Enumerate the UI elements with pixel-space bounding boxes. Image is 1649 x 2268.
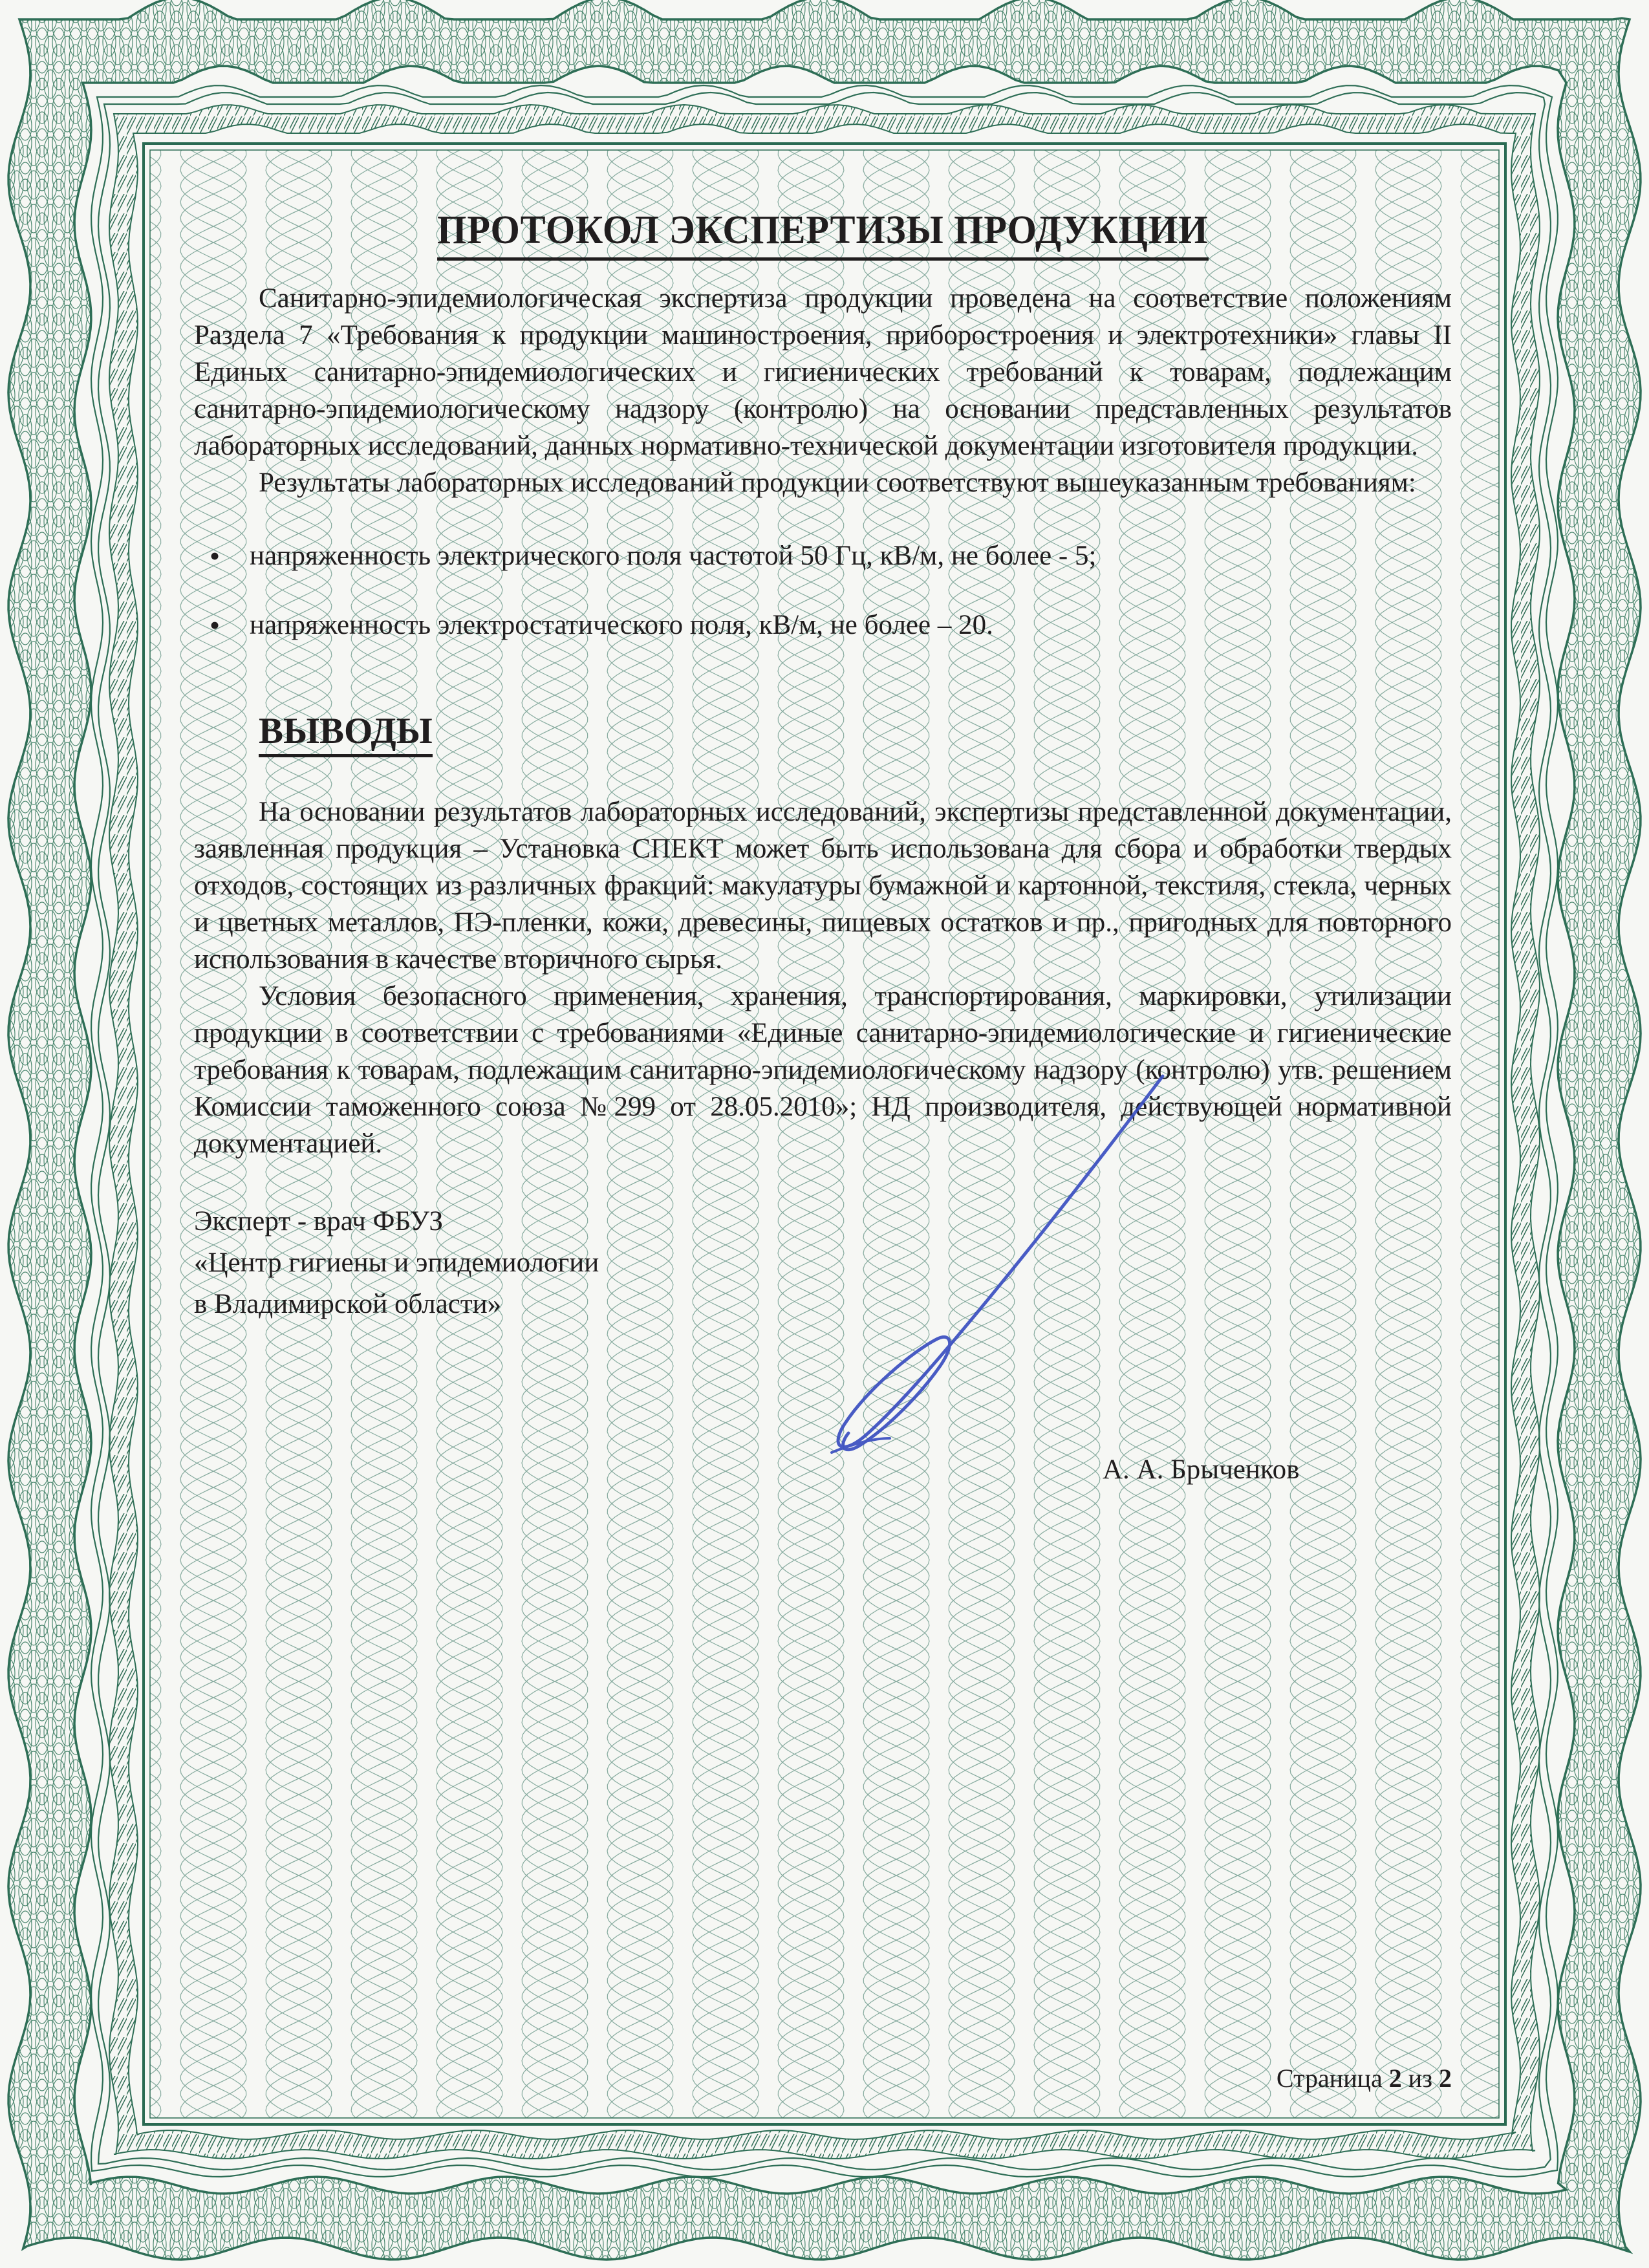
page-title: ПРОТОКОЛ ЭКСПЕРТИЗЫ ПРОДУКЦИИ bbox=[194, 206, 1452, 261]
conclusions-paragraph-2: Условия безопасного применения, хранения, транспортирования, маркировки, утилизации продукции в соответствии с требованиями «Единые санитарно-эпидемиологические и гигиенические требования к товарам, подлежащим санитарно-эпидемиологическому надзору (контролю) утв. решением Комиссии таможенного союза №299 от 28.05.2010»; НД производителя, действующей нормативной документацией. bbox=[194, 981, 1452, 1159]
signatory-line: в Владимирской области» bbox=[194, 1289, 502, 1319]
results-paragraph: Результаты лабораторных исследований продукции соответствуют вышеуказанным требованиям: bbox=[259, 468, 1416, 498]
conclusions-paragraph-1: На основании результатов лабораторных исследований, экспертизы представленной документации, заявленная продукция – Установка СПЕКТ может быть использована для сбора и обработки твердых отходов, состоящих из различных фракций: макулатуры бумажной и картонной, текстиля, стекла, черных и цветных металлов, ПЭ-пленки, кожи, древесины, пищевых остатков и пр., пригодных для повторного использования в качестве вторичного сырья. bbox=[194, 797, 1452, 975]
bullet-icon: • bbox=[210, 539, 221, 572]
list-item-text: напряженность электрического поля частотой 50 Гц, кВ/м, не более - 5; bbox=[250, 541, 1097, 571]
bullet-icon: • bbox=[210, 609, 221, 642]
page-number: Страница 2 из 2 bbox=[1276, 2064, 1452, 2093]
signatory-line: Эксперт - врач ФБУЗ bbox=[194, 1206, 444, 1237]
conclusions-heading: ВЫВОДЫ bbox=[259, 711, 1452, 757]
list-item-text: напряженность электростатического поля, кВ/м, не более – 20. bbox=[250, 610, 993, 640]
expert-name: А. А. Брыченков bbox=[1103, 1454, 1300, 1485]
signatory-line: «Центр гигиены и эпидемиологии bbox=[194, 1247, 599, 1278]
intro-paragraph: Санитарно-эпидемиологическая экспертиза продукции проведена на соответствие положениям Раздела 7 «Требования к продукции машиностроения, приборостроения и электротехники» главы II Единых санитарно-эпидемиологических и гигиенических требований к товарам, подлежащим санитарно-эпидемиологическому надзору (контролю) на основании представленных результатов лабораторных исследований, данных нормативно-технической документации изготовителя продукции. bbox=[194, 283, 1452, 461]
